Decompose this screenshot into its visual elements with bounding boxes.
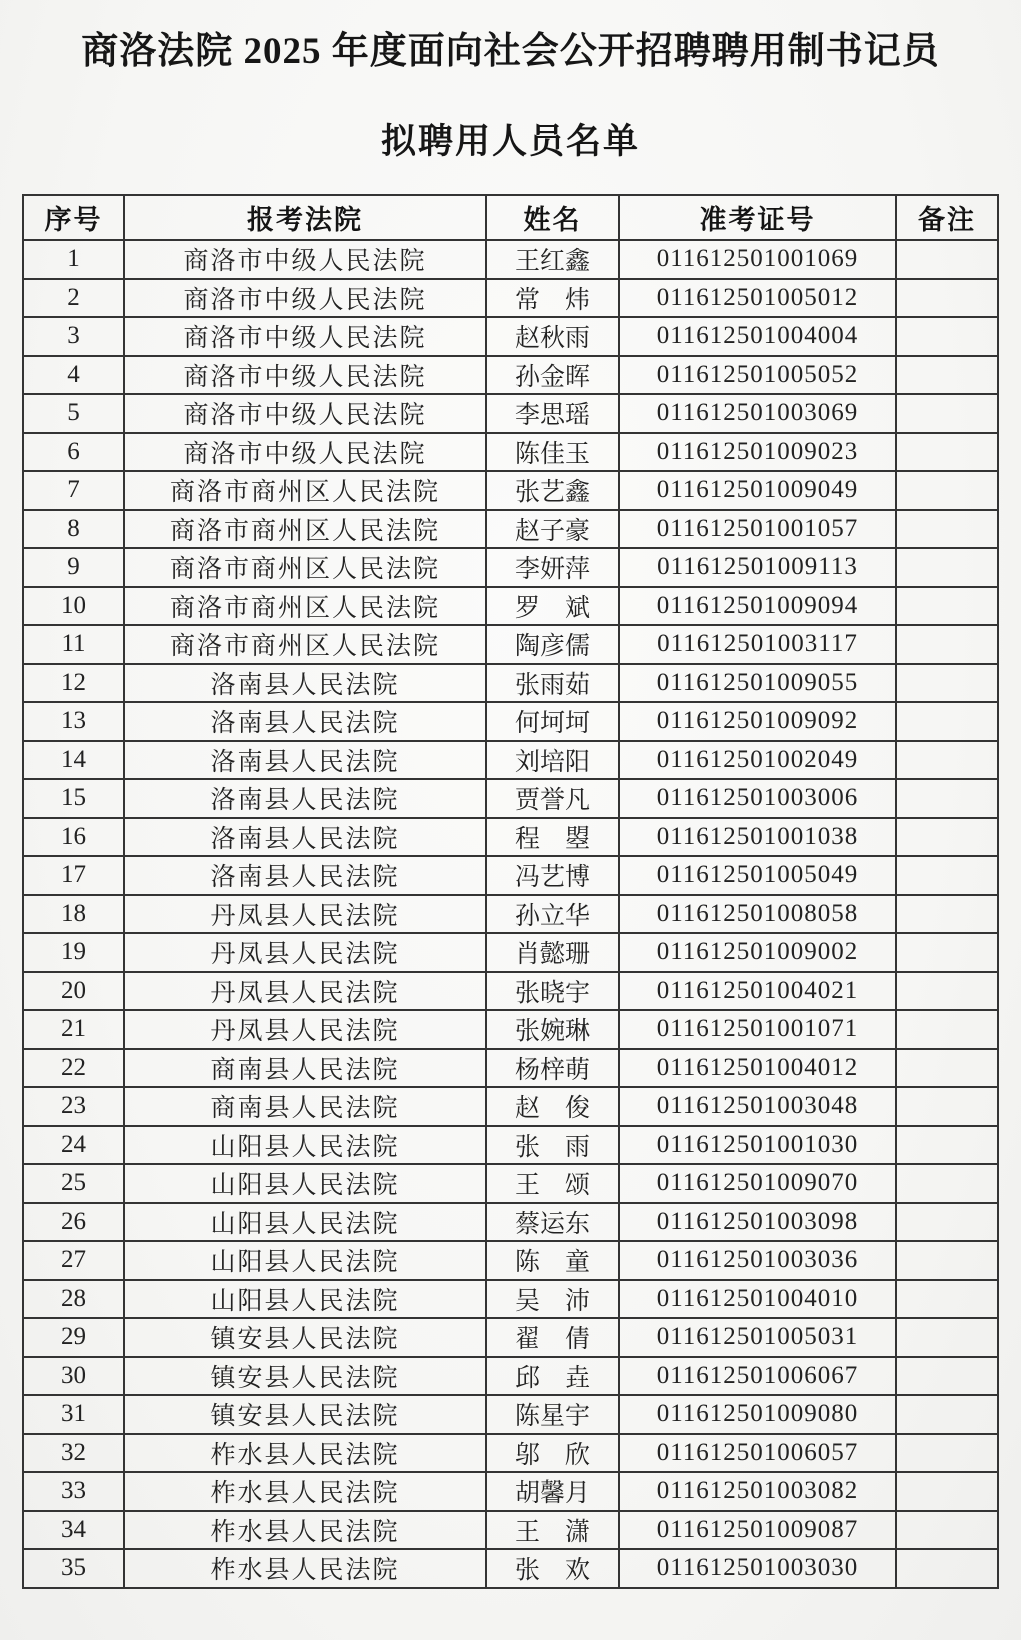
table-row	[23, 356, 998, 395]
cell-name: 王 颂	[486, 1164, 619, 1203]
cell-court-applied: 丹凤县人民法院	[124, 972, 486, 1011]
cell-name: 陈佳玉	[486, 433, 619, 472]
cell-court-applied: 商洛市商州区人民法院	[124, 471, 486, 510]
cell-remarks	[896, 240, 998, 279]
cell-remarks	[896, 356, 998, 395]
header-exam-ticket-number: 准考证号	[619, 195, 896, 240]
page-subtitle: 拟聘用人员名单	[380, 122, 640, 161]
cell-remarks	[896, 317, 998, 356]
cell-serial-number: 6	[23, 433, 124, 472]
cell-exam-ticket-number: 011612501003030	[619, 1549, 896, 1588]
cell-serial-number: 13	[23, 702, 124, 741]
cell-name: 张晓宇	[486, 972, 619, 1011]
cell-name: 罗 斌	[486, 587, 619, 626]
cell-serial-number: 19	[23, 933, 124, 972]
cell-remarks	[896, 1434, 998, 1473]
cell-name: 程 曌	[486, 818, 619, 857]
table-row	[23, 510, 998, 549]
cell-remarks	[896, 664, 998, 703]
cell-remarks	[896, 625, 998, 664]
cell-exam-ticket-number: 011612501009113	[619, 548, 896, 587]
cell-exam-ticket-number: 011612501009070	[619, 1164, 896, 1203]
cell-remarks	[896, 1549, 998, 1588]
cell-serial-number: 26	[23, 1203, 124, 1242]
cell-exam-ticket-number: 011612501003082	[619, 1472, 896, 1511]
cell-remarks	[896, 548, 998, 587]
cell-exam-ticket-number: 011612501003117	[619, 625, 896, 664]
cell-name: 贾誉凡	[486, 779, 619, 818]
cell-name: 李妍萍	[486, 548, 619, 587]
cell-court-applied: 商南县人民法院	[124, 1049, 486, 1088]
cell-name: 孙立华	[486, 895, 619, 934]
cell-serial-number: 14	[23, 741, 124, 780]
cell-name: 肖懿珊	[486, 933, 619, 972]
cell-exam-ticket-number: 011612501003069	[619, 394, 896, 433]
cell-exam-ticket-number: 011612501003098	[619, 1203, 896, 1242]
cell-name: 张雨茹	[486, 664, 619, 703]
cell-remarks	[896, 1087, 998, 1126]
table-row	[23, 1395, 998, 1434]
cell-exam-ticket-number: 011612501001038	[619, 818, 896, 857]
cell-court-applied: 洛南县人民法院	[124, 664, 486, 703]
cell-court-applied: 丹凤县人民法院	[124, 1010, 486, 1049]
cell-name: 杨梓萌	[486, 1049, 619, 1088]
hired-personnel-table	[22, 194, 999, 1589]
cell-serial-number: 28	[23, 1280, 124, 1319]
cell-serial-number: 12	[23, 664, 124, 703]
header-name: 姓名	[486, 195, 619, 240]
cell-court-applied: 商南县人民法院	[124, 1087, 486, 1126]
table-row	[23, 1126, 998, 1165]
table-row	[23, 1549, 998, 1588]
cell-remarks	[896, 587, 998, 626]
table-row	[23, 1203, 998, 1242]
cell-exam-ticket-number: 011612501009049	[619, 471, 896, 510]
cell-exam-ticket-number: 011612501006067	[619, 1357, 896, 1396]
cell-serial-number: 21	[23, 1010, 124, 1049]
cell-remarks	[896, 1203, 998, 1242]
cell-name: 张 欢	[486, 1549, 619, 1588]
cell-exam-ticket-number: 011612501005012	[619, 279, 896, 318]
table-row	[23, 933, 998, 972]
cell-court-applied: 洛南县人民法院	[124, 818, 486, 857]
cell-name: 赵子豪	[486, 510, 619, 549]
cell-name: 王 潇	[486, 1511, 619, 1550]
cell-serial-number: 22	[23, 1049, 124, 1088]
cell-court-applied: 洛南县人民法院	[124, 856, 486, 895]
cell-serial-number: 32	[23, 1434, 124, 1473]
cell-remarks	[896, 1164, 998, 1203]
table-row	[23, 1010, 998, 1049]
cell-court-applied: 商洛市中级人民法院	[124, 433, 486, 472]
cell-remarks	[896, 1511, 998, 1550]
cell-court-applied: 丹凤县人民法院	[124, 895, 486, 934]
table-row	[23, 548, 998, 587]
cell-serial-number: 29	[23, 1318, 124, 1357]
cell-name: 胡馨月	[486, 1472, 619, 1511]
cell-name: 孙金晖	[486, 356, 619, 395]
cell-name: 何坷坷	[486, 702, 619, 741]
cell-serial-number: 18	[23, 895, 124, 934]
cell-court-applied: 山阳县人民法院	[124, 1126, 486, 1165]
cell-name: 邬 欣	[486, 1434, 619, 1473]
cell-exam-ticket-number: 011612501001030	[619, 1126, 896, 1165]
cell-remarks	[896, 972, 998, 1011]
table-row	[23, 433, 998, 472]
cell-remarks	[896, 1318, 998, 1357]
cell-exam-ticket-number: 011612501004010	[619, 1280, 896, 1319]
table-row	[23, 664, 998, 703]
cell-serial-number: 8	[23, 510, 124, 549]
cell-court-applied: 商洛市商州区人民法院	[124, 625, 486, 664]
table-row	[23, 972, 998, 1011]
cell-serial-number: 5	[23, 394, 124, 433]
cell-name: 陈星宇	[486, 1395, 619, 1434]
cell-exam-ticket-number: 011612501009055	[619, 664, 896, 703]
cell-serial-number: 25	[23, 1164, 124, 1203]
cell-remarks	[896, 933, 998, 972]
cell-name: 冯艺博	[486, 856, 619, 895]
cell-remarks	[896, 1472, 998, 1511]
cell-remarks	[896, 1280, 998, 1319]
cell-exam-ticket-number: 011612501001057	[619, 510, 896, 549]
table-row	[23, 1280, 998, 1319]
header-court-applied: 报考法院	[124, 195, 486, 240]
cell-name: 陶彦儒	[486, 625, 619, 664]
cell-exam-ticket-number: 011612501004004	[619, 317, 896, 356]
cell-court-applied: 柞水县人民法院	[124, 1472, 486, 1511]
table-row	[23, 1472, 998, 1511]
cell-court-applied: 山阳县人民法院	[124, 1203, 486, 1242]
cell-name: 刘培阳	[486, 741, 619, 780]
cell-court-applied: 洛南县人民法院	[124, 741, 486, 780]
table-row	[23, 856, 998, 895]
cell-court-applied: 镇安县人民法院	[124, 1357, 486, 1396]
cell-court-applied: 柞水县人民法院	[124, 1511, 486, 1550]
cell-court-applied: 商洛市中级人民法院	[124, 240, 486, 279]
cell-name: 李思瑶	[486, 394, 619, 433]
cell-exam-ticket-number: 011612501009002	[619, 933, 896, 972]
cell-court-applied: 柞水县人民法院	[124, 1549, 486, 1588]
cell-exam-ticket-number: 011612501005049	[619, 856, 896, 895]
cell-remarks	[896, 779, 998, 818]
cell-court-applied: 商洛市中级人民法院	[124, 317, 486, 356]
cell-remarks	[896, 1357, 998, 1396]
cell-remarks	[896, 856, 998, 895]
cell-exam-ticket-number: 011612501009092	[619, 702, 896, 741]
cell-remarks	[896, 394, 998, 433]
cell-name: 赵秋雨	[486, 317, 619, 356]
cell-court-applied: 商洛市中级人民法院	[124, 279, 486, 318]
cell-exam-ticket-number: 011612501003006	[619, 779, 896, 818]
table-row	[23, 1087, 998, 1126]
table-row	[23, 394, 998, 433]
cell-exam-ticket-number: 011612501009094	[619, 587, 896, 626]
cell-name: 蔡运东	[486, 1203, 619, 1242]
cell-remarks	[896, 471, 998, 510]
cell-remarks	[896, 1049, 998, 1088]
cell-court-applied: 洛南县人民法院	[124, 702, 486, 741]
cell-court-applied: 洛南县人民法院	[124, 779, 486, 818]
cell-serial-number: 3	[23, 317, 124, 356]
cell-exam-ticket-number: 011612501009087	[619, 1511, 896, 1550]
cell-exam-ticket-number: 011612501009023	[619, 433, 896, 472]
table-row	[23, 1357, 998, 1396]
cell-serial-number: 27	[23, 1241, 124, 1280]
cell-name: 张婉琳	[486, 1010, 619, 1049]
cell-exam-ticket-number: 011612501001069	[619, 240, 896, 279]
table-row	[23, 1434, 998, 1473]
table-row	[23, 818, 998, 857]
cell-exam-ticket-number: 011612501003036	[619, 1241, 896, 1280]
table-row	[23, 741, 998, 780]
cell-serial-number: 16	[23, 818, 124, 857]
cell-remarks	[896, 1241, 998, 1280]
cell-exam-ticket-number: 011612501003048	[619, 1087, 896, 1126]
cell-exam-ticket-number: 011612501001071	[619, 1010, 896, 1049]
cell-exam-ticket-number: 011612501008058	[619, 895, 896, 934]
table-header-row	[23, 195, 998, 240]
table-row	[23, 625, 998, 664]
cell-name: 常 炜	[486, 279, 619, 318]
cell-exam-ticket-number: 011612501005052	[619, 356, 896, 395]
table-row	[23, 1318, 998, 1357]
cell-remarks	[896, 279, 998, 318]
cell-serial-number: 7	[23, 471, 124, 510]
cell-serial-number: 2	[23, 279, 124, 318]
cell-court-applied: 山阳县人民法院	[124, 1164, 486, 1203]
cell-serial-number: 34	[23, 1511, 124, 1550]
cell-name: 吴 沛	[486, 1280, 619, 1319]
cell-name: 陈 童	[486, 1241, 619, 1280]
cell-court-applied: 山阳县人民法院	[124, 1241, 486, 1280]
cell-court-applied: 柞水县人民法院	[124, 1434, 486, 1473]
cell-serial-number: 4	[23, 356, 124, 395]
header-remarks: 备注	[896, 195, 998, 240]
cell-court-applied: 商洛市中级人民法院	[124, 356, 486, 395]
table-row	[23, 471, 998, 510]
cell-remarks	[896, 741, 998, 780]
table-row	[23, 317, 998, 356]
cell-remarks	[896, 1126, 998, 1165]
cell-exam-ticket-number: 011612501004021	[619, 972, 896, 1011]
table-row	[23, 587, 998, 626]
cell-serial-number: 31	[23, 1395, 124, 1434]
cell-court-applied: 镇安县人民法院	[124, 1395, 486, 1434]
table-row	[23, 240, 998, 279]
cell-court-applied: 商洛市商州区人民法院	[124, 548, 486, 587]
header-serial-number: 序号	[23, 195, 124, 240]
cell-serial-number: 15	[23, 779, 124, 818]
cell-name: 张艺鑫	[486, 471, 619, 510]
cell-court-applied: 商洛市商州区人民法院	[124, 587, 486, 626]
table-row	[23, 1511, 998, 1550]
cell-serial-number: 30	[23, 1357, 124, 1396]
cell-name: 翟 倩	[486, 1318, 619, 1357]
cell-name: 王红鑫	[486, 240, 619, 279]
cell-name: 张 雨	[486, 1126, 619, 1165]
cell-serial-number: 17	[23, 856, 124, 895]
cell-serial-number: 10	[23, 587, 124, 626]
cell-exam-ticket-number: 011612501006057	[619, 1434, 896, 1473]
cell-court-applied: 丹凤县人民法院	[124, 933, 486, 972]
table-row	[23, 279, 998, 318]
cell-remarks	[896, 1010, 998, 1049]
cell-name: 赵 俊	[486, 1087, 619, 1126]
cell-remarks	[896, 433, 998, 472]
cell-serial-number: 9	[23, 548, 124, 587]
cell-remarks	[896, 818, 998, 857]
cell-serial-number: 24	[23, 1126, 124, 1165]
cell-serial-number: 1	[23, 240, 124, 279]
cell-exam-ticket-number: 011612501009080	[619, 1395, 896, 1434]
cell-exam-ticket-number: 011612501004012	[619, 1049, 896, 1088]
cell-remarks	[896, 510, 998, 549]
cell-remarks	[896, 895, 998, 934]
cell-name: 邱 垚	[486, 1357, 619, 1396]
cell-serial-number: 11	[23, 625, 124, 664]
cell-exam-ticket-number: 011612501005031	[619, 1318, 896, 1357]
cell-serial-number: 33	[23, 1472, 124, 1511]
cell-remarks	[896, 702, 998, 741]
table-body	[23, 240, 998, 1588]
cell-serial-number: 23	[23, 1087, 124, 1126]
cell-serial-number: 35	[23, 1549, 124, 1588]
cell-court-applied: 山阳县人民法院	[124, 1280, 486, 1319]
table-row	[23, 1164, 998, 1203]
table-row	[23, 1049, 998, 1088]
table-row	[23, 895, 998, 934]
cell-court-applied: 商洛市商州区人民法院	[124, 510, 486, 549]
page-title: 商洛法院 2025 年度面向社会公开招聘聘用制书记员	[81, 31, 940, 72]
table-row	[23, 779, 998, 818]
cell-court-applied: 镇安县人民法院	[124, 1318, 486, 1357]
cell-court-applied: 商洛市中级人民法院	[124, 394, 486, 433]
table-row	[23, 702, 998, 741]
cell-remarks	[896, 1395, 998, 1434]
cell-exam-ticket-number: 011612501002049	[619, 741, 896, 780]
table-row	[23, 1241, 998, 1280]
cell-serial-number: 20	[23, 972, 124, 1011]
